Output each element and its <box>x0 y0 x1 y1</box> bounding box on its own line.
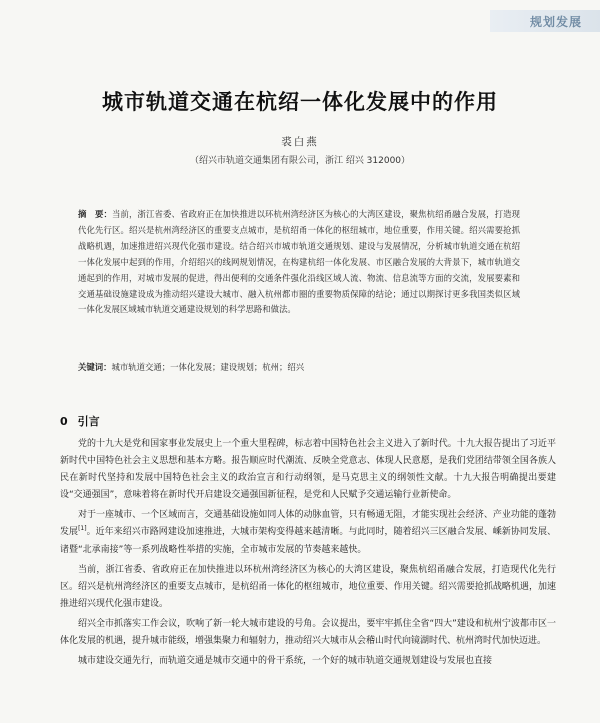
section-title: 引言 <box>77 415 100 428</box>
article-title: 城市轨道交通在杭绍一体化发展中的作用 <box>102 90 498 114</box>
article-author: 裘白燕 <box>281 136 319 148</box>
section-tag: 规划发展 <box>490 10 600 32</box>
paragraph-text: 对于一座城市、一个区域而言，交通基础设施如同人体的动脉血管，只有畅通无阻，才能实现社会经济、产业功能的蓬勃发展 <box>60 510 556 538</box>
abstract-text: 当前，浙江省委、省政府正在加快推进以环杭州湾经济区为核心的大湾区建设，聚焦杭绍甬融合发展，打造现代化先行区。绍兴是杭州湾经济区的重要支点城市，是杭绍甬一体化的枢纽城市，地位重要，作用关键。绍兴需要抢抓战略机遇，加速推进绍兴现代化强市建设。结合绍兴市城市轨道交通规划、建设与发展情况，分析城市轨道交通在杭绍一体化发展中起到的作用，介绍绍兴的线网规划情况，在构建杭绍一体化发展、市区融合发展的大背景下，城市轨道交通起到的作用，对城市发展的促进，得出便利的交通条件强化沿线区域人流、物流、信息流等方面的交流，发展要素和交通基础设施建设成为推动绍兴建设大城市、融入杭州都市圈的重要物质保障的结论；通过以期探讨更多我国类似区域一体化发展区域城市轨道交通建设规划的科学思路和做法。 <box>78 209 521 315</box>
keywords-label: 关键词： <box>78 362 112 372</box>
citation-ref: [1] <box>78 525 87 533</box>
keywords <box>78 360 520 374</box>
abstract <box>78 207 520 318</box>
section-heading <box>60 413 100 429</box>
paragraph <box>60 507 556 558</box>
body-text <box>60 436 556 670</box>
paragraph-text: 。近年来绍兴市路网建设加速推进，大城市架构变得越来越清晰。与此同时，随着绍兴三区融合发展、嵊新协同发展、诸暨“北承南接”等一系列战略性举措的实施，全市城市发展的节奏越来越快。 <box>60 527 556 555</box>
article-affiliation: （绍兴市轨道交通集团有限公司，浙江 绍兴 312000） <box>189 156 411 166</box>
keywords-text: 城市轨道交通；一体化发展；建设规划；杭州；绍兴 <box>111 362 305 372</box>
abstract-label: 摘 要： <box>78 209 113 219</box>
paragraph: 当前，浙江省委、省政府正在加快推进以环杭州湾经济区为核心的大湾区建设，聚焦杭绍甬融合发展，打造现代化先行区。绍兴是杭州湾经济区的重要支点城市，是杭绍甬一体化的枢纽城市，地位重要、作用关键。绍兴需要抢抓战略机遇，加速推进绍兴现代化强市建设。 <box>60 564 556 609</box>
paragraph: 绍兴全市抓落实工作会议，吹响了新一轮大城市建设的号角。会议提出，要牢牢抓住全省“四大”建设和杭州宁波都市区一体化发展的机遇，提升城市能级，增强集聚力和辐射力，推动绍兴大城市从会稽山时代向镜湖时代、杭州湾时代加快迈进。 <box>60 618 556 647</box>
section-number: 0 <box>60 415 68 428</box>
paragraph: 党的十九大是党和国家事业发展史上一个重大里程碑，标志着中国特色社会主义进入了新时代。十九大报告提出了习近平新时代中国特色社会主义思想和基本方略。报告顺应时代潮流、反映全党意志、体现人民意愿，是我们党团结带领全国各族人民在新时代坚持和发展中国特色社会主义的政治宣言和行动纲领，是马克思主义的纲领性文献。十九大报告明确提出要建设“交通强国”，意味着将在新时代开启建设交通强国新征程，是党和人民赋予交通运输行业新使命。 <box>60 439 556 501</box>
paragraph: 城市建设交通先行，而轨道交通是城市交通中的骨干系统，一个好的城市轨道交通规划建设与发展也直接 <box>78 656 493 667</box>
